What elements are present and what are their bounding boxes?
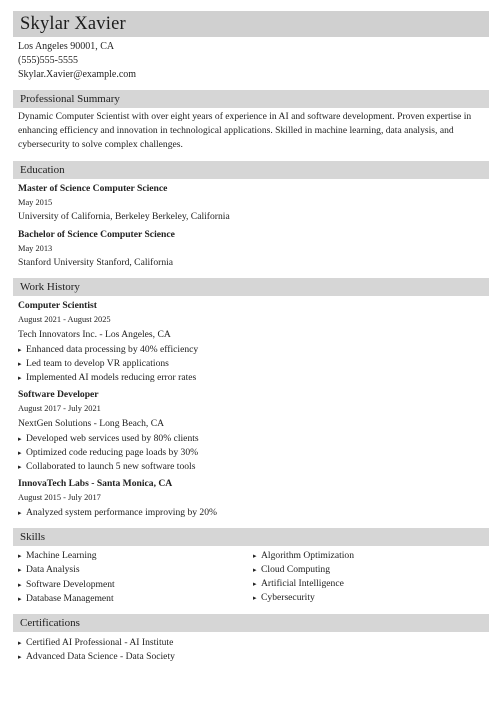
section-bar-certifications — [13, 614, 489, 632]
contact-address: Los Angeles 90001, CA — [18, 41, 115, 52]
bullet-icon: ▸ — [18, 595, 22, 603]
skill-text: Artificial Intelligence — [261, 578, 344, 589]
job-title: Software Developer — [18, 389, 99, 400]
section-title-certifications: Certifications — [20, 617, 80, 629]
bullet-icon: ▸ — [18, 435, 22, 443]
section-title-skills: Skills — [20, 531, 46, 543]
contact-email[interactable]: Skylar.Xavier@example.com — [18, 69, 137, 80]
skill-text: Machine Learning — [26, 550, 97, 561]
job-company: Tech Innovators Inc. - Los Angeles, CA — [18, 329, 171, 340]
bullet-icon: ▸ — [18, 639, 22, 647]
candidate-name: Skylar Xavier — [20, 14, 126, 34]
bullet-icon: ▸ — [18, 566, 22, 574]
section-bar-education — [13, 161, 489, 179]
job-title: Computer Scientist — [18, 300, 97, 311]
certification-text: Advanced Data Science - Data Society — [26, 651, 175, 662]
job-bullet-text: Led team to develop VR applications — [26, 358, 169, 369]
section-title-work: Work History — [20, 281, 80, 293]
bullet-icon: ▸ — [253, 566, 257, 574]
job-dates: August 2021 - August 2025 — [18, 315, 111, 324]
contact-phone: (555)555-5555 — [18, 55, 78, 66]
section-title-summary: Professional Summary — [20, 93, 120, 105]
bullet-icon: ▸ — [18, 360, 22, 368]
job-bullet-text: Developed web services used by 80% clients — [26, 433, 199, 444]
education-school: University of California, Berkeley Berkeley, California — [18, 211, 230, 222]
bullet-icon: ▸ — [18, 346, 22, 354]
bullet-icon: ▸ — [18, 552, 22, 560]
job-bullet-text: Collaborated to launch 5 new software tools — [26, 461, 196, 472]
bullet-icon: ▸ — [18, 581, 22, 589]
bullet-icon: ▸ — [18, 653, 22, 661]
education-date: May 2013 — [18, 244, 53, 253]
education-degree: Bachelor of Science Computer Science — [18, 229, 175, 240]
bullet-icon: ▸ — [18, 463, 22, 471]
job-dates: August 2015 - July 2017 — [18, 493, 101, 502]
bullet-icon: ▸ — [253, 594, 257, 602]
job-company: NextGen Solutions - Long Beach, CA — [18, 418, 165, 429]
section-bar-work — [13, 278, 489, 296]
bullet-icon: ▸ — [18, 374, 22, 382]
skill-text: Database Management — [26, 593, 114, 604]
education-school: Stanford University Stanford, California — [18, 257, 174, 268]
education-date: May 2015 — [18, 198, 53, 207]
summary-line: Dynamic Computer Scientist with over eight years of experience in AI and software development. Proven expertise in — [18, 111, 472, 122]
skill-text: Data Analysis — [26, 564, 80, 575]
education-degree: Master of Science Computer Science — [18, 183, 168, 194]
summary-line: cybersecurity to solve complex challenges. — [18, 139, 183, 150]
job-dates: August 2017 - July 2021 — [18, 404, 101, 413]
skill-text: Software Development — [26, 579, 115, 590]
bullet-icon: ▸ — [253, 552, 257, 560]
summary-line: enhancing efficiency and innovation in technological applications. Skilled in machine learning, data analysis, and — [18, 125, 454, 136]
skill-text: Cloud Computing — [261, 564, 331, 575]
job-bullet-text: Analyzed system performance improving by 20% — [26, 507, 218, 518]
bullet-icon: ▸ — [18, 509, 22, 517]
certification-text: Certified AI Professional - AI Institute — [26, 637, 174, 648]
bullet-icon: ▸ — [253, 580, 257, 588]
job-bullet-text: Implemented AI models reducing error rates — [26, 372, 197, 383]
bullet-icon: ▸ — [18, 449, 22, 457]
job-title: InnovaTech Labs - Santa Monica, CA — [18, 478, 173, 489]
job-bullet-text: Optimized code reducing page loads by 30% — [26, 447, 199, 458]
skill-text: Cybersecurity — [261, 592, 315, 603]
section-title-education: Education — [20, 164, 65, 176]
job-bullet-text: Enhanced data processing by 40% efficiency — [26, 344, 199, 355]
section-bar-skills — [13, 528, 489, 546]
skill-text: Algorithm Optimization — [261, 550, 354, 561]
